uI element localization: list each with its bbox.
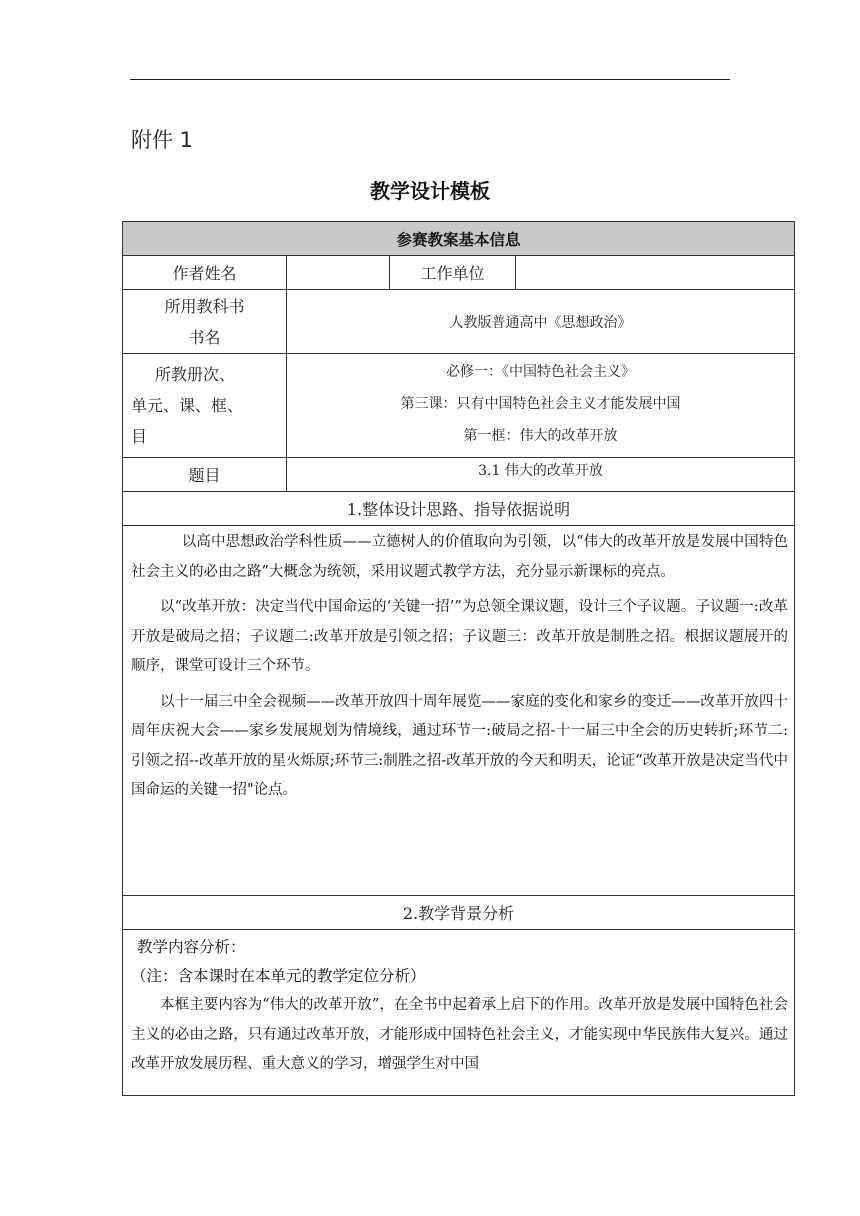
volume-label-line1: 所教册次、	[155, 365, 236, 384]
volume-value-line1: 必修一：《中国特色社会主义》	[446, 364, 635, 380]
section2-title: 2.教学背景分析	[123, 896, 795, 930]
section1-body	[123, 526, 795, 896]
textbook-label-line1: 所用教科书	[164, 296, 245, 316]
lesson-info-table	[122, 221, 795, 1096]
section2-paragraph: 本框主要内容为“伟大的改革开放”，在全书中起着承上启下的作用。改革开放是发展中国特色社会主义的必由之路，只有通过改革开放，才能形成中国特色社会主义，才能实现中华民族伟大复兴。通过改革开放发展历程、重大意义的学习，增强学生对中国	[131, 997, 789, 1072]
section2-subheading: 教学内容分析：	[137, 938, 246, 956]
section2-note: （注：含本课时在本单元的教学定位分析）	[131, 967, 426, 985]
textbook-label	[123, 290, 287, 354]
textbook-label-line2: 书名	[188, 327, 221, 347]
volume-value	[287, 354, 795, 458]
volume-label-line2: 单元、课、框、	[131, 396, 244, 415]
volume-value-line3: 第一框：伟大的改革开放	[463, 428, 618, 444]
table-header: 参赛教案基本信息	[123, 222, 795, 256]
attachment-label: 附件 1	[131, 128, 194, 152]
textbook-value: 人教版普通高中《思想政治》	[287, 290, 795, 354]
author-value	[287, 256, 390, 290]
volume-label	[123, 354, 287, 458]
header-rule	[130, 79, 730, 80]
document-title: 教学设计模板	[370, 179, 490, 203]
section1-paragraph-1: 以高中思想政治学科性质——立德树人的价值取向为引领，以“伟大的改革开放是发展中国特色社会主义的必由之路”大概念为统领，采用议题式教学方法，充分显示新课标的亮点。	[131, 534, 789, 580]
section1-paragraph-2: 以“改革开放：决定当代中国命运的‘关键一招’”为总领全课议题，设计三个子议题。子议题一:改革开放是破局之招；子议题二:改革开放是引领之招；子议题三：改革开放是制胜之招。根据议题展开的顺序，课堂可设计三个环节。	[131, 599, 789, 674]
work-unit-label: 工作单位	[390, 256, 516, 290]
section2-body	[123, 930, 795, 1096]
volume-label-line3: 目	[131, 427, 148, 446]
work-unit-value	[516, 256, 795, 290]
topic-value: 3.1 伟大的改革开放	[287, 458, 795, 492]
topic-label: 题目	[123, 458, 287, 492]
section1-title: 1.整体设计思路、指导依据说明	[123, 492, 795, 526]
volume-value-line2: 第三课：只有中国特色社会主义才能发展中国	[400, 396, 681, 412]
author-label: 作者姓名	[123, 256, 287, 290]
section1-paragraph-3: 以十一届三中全会视频——改革开放四十周年展览——家庭的变化和家乡的变迁——改革开放四十周年庆祝大会——家乡发展规划为情境线，通过环节一:破局之招-十一届三中全会的历史转折;环节二:引领之招--改革开放的星火烁原;环节三:制胜之招-改革开放的今天和明天，论证“改革开放是决定当代中国命运的关键一招"论点。	[131, 693, 789, 798]
